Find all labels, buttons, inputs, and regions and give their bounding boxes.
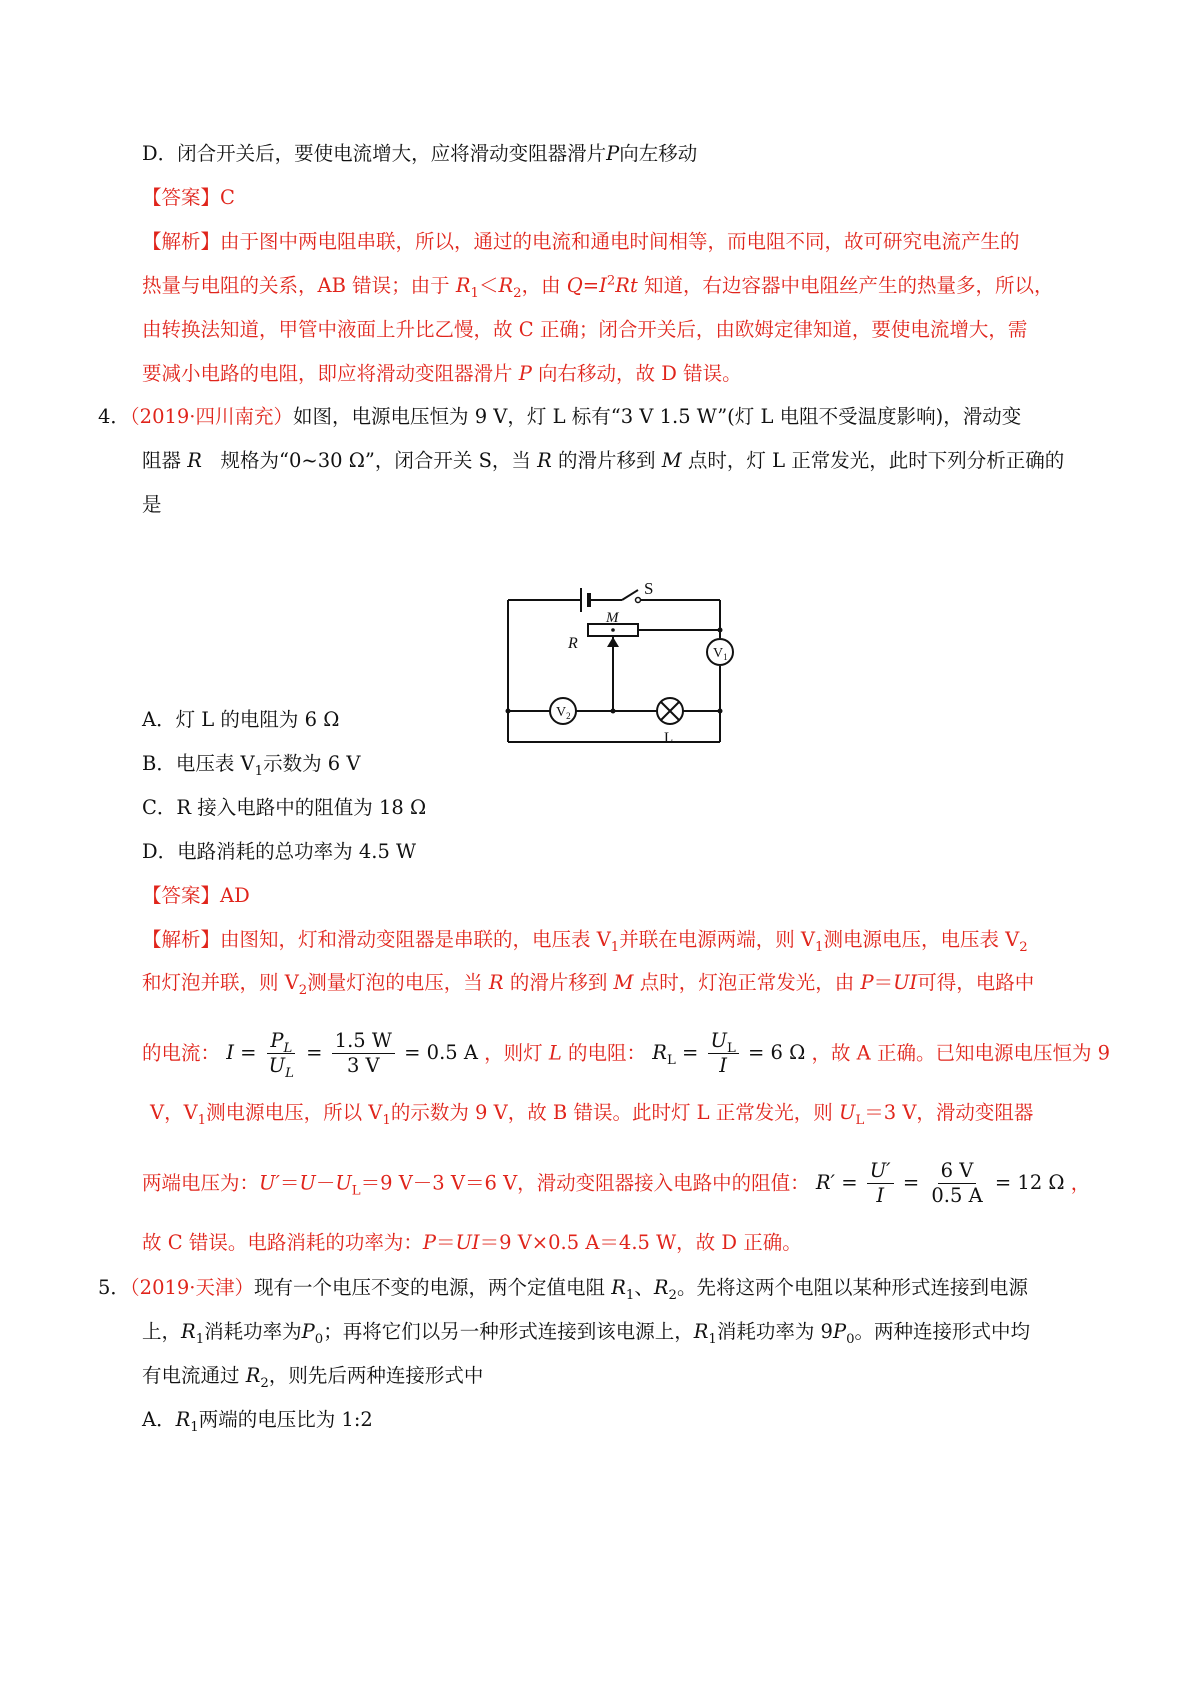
q4-stem-line1: 4．（2019·四川南充）如图，电源电压恒为 9 V，灯 L 标有“3 V 1.5 W”(灯 L 电阻不受温度影响)，滑动变 [98,405,1022,428]
current-formula: I = $\frac{P_L}{U_L}$ = $\frac{1.5 W}{3 V}$ = 0.5 A [226,1029,485,1082]
q4-explanation-line4: V，$V_1$测电源电压，所以 $V_1$的示数为 9 V，故 B 错误。此时灯 L 正常发光，则 $U_L=3$ V，滑动变阻器 [150,1101,1034,1128]
q5-option-a: A．$R_1$两端的电压比为 1:2 [142,1408,373,1435]
q5-stem-line2: 上，$R_1$消耗功率为$P_0$；再将它们以另一种形式连接到该电源上，$R_1$消耗功率为 $9P_0$。两种连接形式中均 [142,1320,1031,1347]
svg-text:V2: $V_2$ [556,705,571,721]
q4-stem-line2: 阻器 R 规格为“0~30 Ω”，闭合开关 S，当 R 的滑片移到 M 点时，灯 L 正常发光，此时下列分析正确的 [142,449,1065,472]
q4-stem-line3: 是 [142,493,162,516]
q3-option-d: D．闭合开关后，要使电流增大，应将滑动变阻器滑片P向左移动 [142,142,698,165]
q3-answer: 【答案】C [142,186,235,209]
q5-stem-line1: 5．（2019·天津）现有一个电压不变的电源，两个定值电阻 $R_1$、$R_2$。先将这两个电阻以某种形式连接到电源 [98,1276,1028,1303]
switch-contact [636,598,641,603]
q3-explanation-line2: 热量与电阻的关系，AB 错误；由于 $R_1<R_2$，由 $Q=I^2Rt$ 知道，右边容器中电阻丝产生的热量多，所以， [142,273,1054,301]
q4-option-b: B．电压表 $V_1$示数为 6 V [142,752,361,779]
q4-explanation-line3: 的电流： I = $\frac{P_L}{U_L}$ = $\frac{1.5 W}{3 V}$ = 0.5 A ，则灯 L 的电阻： $R_L$ = $\frac{U_L}{I}$ = 6 Ω ，故 A 正确。已知电源电压恒为 9 [142,1029,1111,1082]
q4-circuit-diagram [500,580,740,750]
q4-answer: 【答案】AD [142,884,250,907]
lamp-resistance-formula: $R_L$ = $\frac{U_L}{I}$ = 6 Ω [652,1029,812,1078]
q4-explanation-line6: 故 C 错误。电路消耗的功率为：P＝UI＝9 V×0.5 A＝4.5 W，故 D 正确。 [142,1231,802,1254]
lamp-label: L [664,730,674,746]
svg-text:V1: $V_1$ [713,646,728,662]
q4-option-c: C．R 接入电路中的阻值为 18 Ω [142,796,427,819]
switch-label: S [644,580,654,598]
q3-explanation-line3: 由转换法知道，甲管中液面上升比乙慢，故 C 正确；闭合开关后，由欧姆定律知道，要使电流增大，需 [142,318,1028,341]
q4-explanation-line5: 两端电压为：$U'=U-U_L=9$ V－3 V＝6 V，滑动变阻器接入电路中的阻值： R′ = $\frac{U'}{I}$ = $\frac{6 V}{0.5 A}$ = 12 Ω ， [142,1159,1091,1208]
rheostat-label: R [568,635,578,652]
point-m-label: M [606,610,619,626]
q4-option-d: D．电路消耗的总功率为 4.5 W [142,840,417,863]
q5-source: （2019·天津） [129,1276,254,1299]
rheostat-resistance-formula: R′ = $\frac{U'}{I}$ = $\frac{6 V}{0.5 A}$ = 12 Ω [815,1159,1071,1208]
q3-explanation-line1: 【解析】由于图中两电阻串联，所以，通过的电流和通电时间相等，而电阻不同，故可研究电流产生的 [142,230,1020,253]
slider-point-m [611,628,615,632]
q3-explanation-line4: 要减小电路的电阻，即应将滑动变阻器滑片 P 向右移动，故 D 错误。 [142,362,742,385]
slider-arrow [607,637,619,647]
q4-explanation-line1: 【解析】由图知，灯和滑动变阻器是串联的，电压表 $V_1$并联在电源两端，则 $V_1$测电源电压，电压表 $V_2$ [142,928,1028,955]
q5-stem-line3: 有电流通过 $R_2$，则先后两种连接形式中 [142,1364,484,1391]
q4-option-a: A．灯 L 的电阻为 6 Ω [142,708,340,731]
q4-explanation-line2: 和灯泡并联，则 $V_2$测量灯泡的电压，当 R 的滑片移到 M 点时，灯泡正常发光，由 P＝UI可得，电路中 [142,971,1035,998]
q4-source: （2019·四川南充） [129,405,293,428]
